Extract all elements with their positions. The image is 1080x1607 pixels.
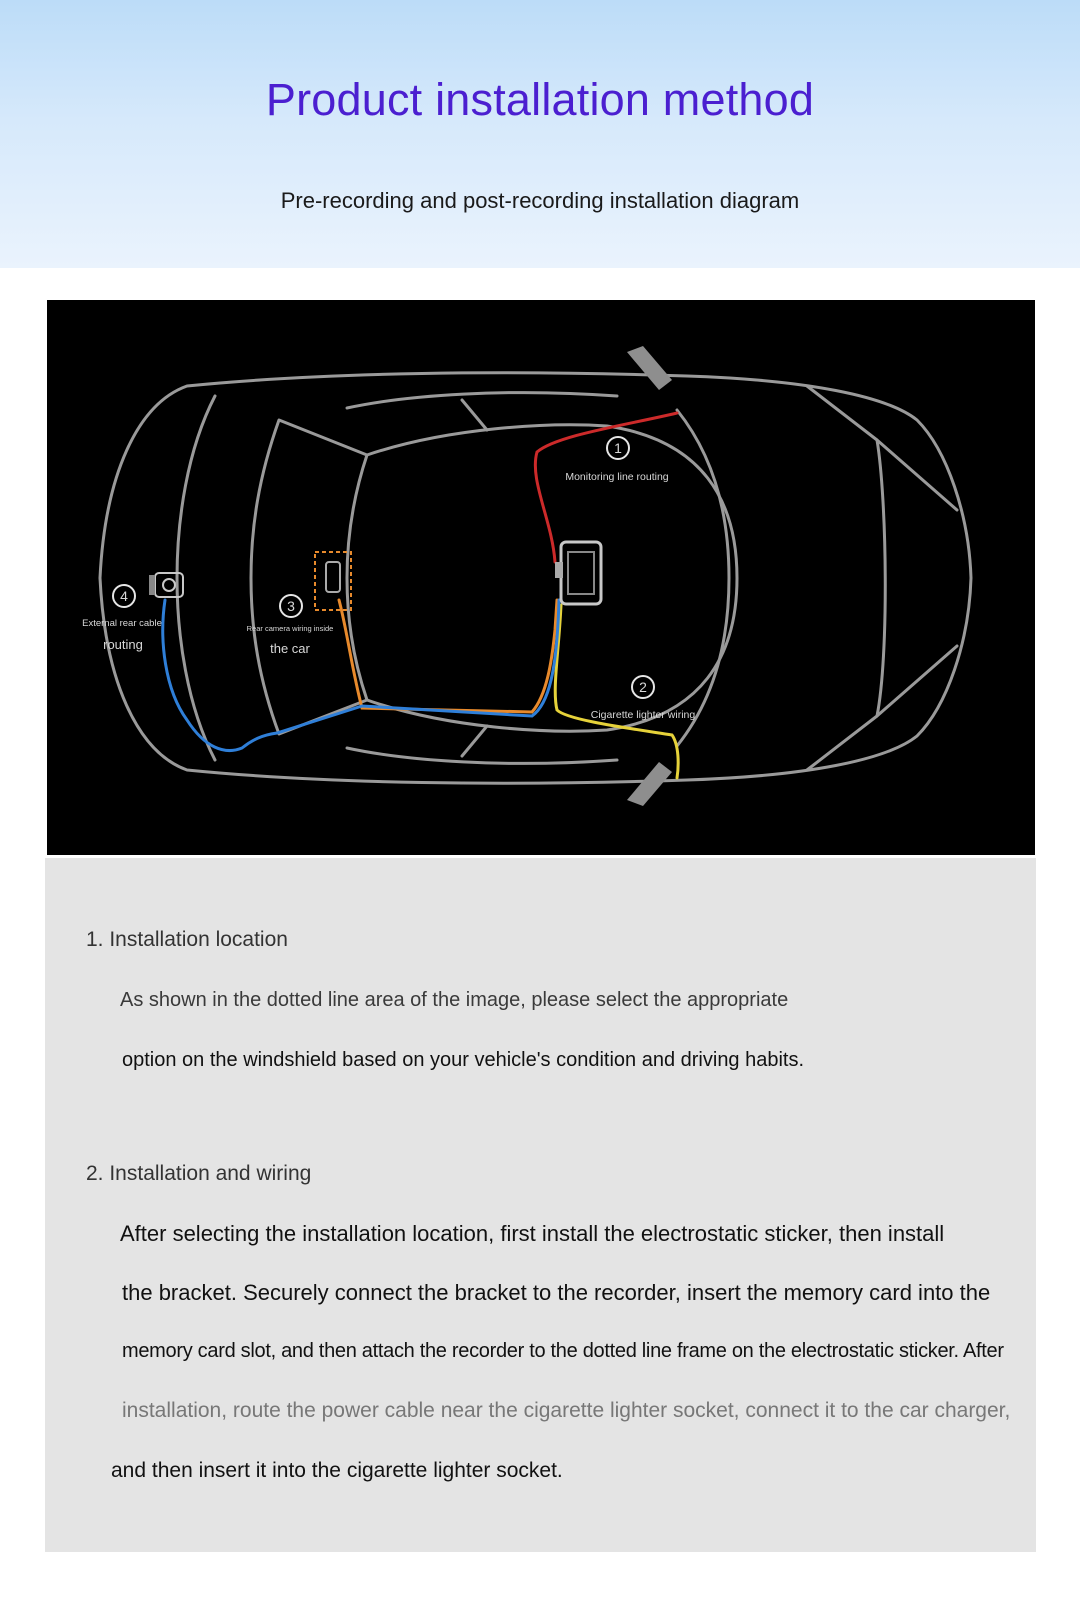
- page-title: Product installation method: [265, 74, 815, 125]
- instructions-panel: [45, 858, 1036, 1552]
- section-1-heading: 1. Installation location: [86, 928, 288, 951]
- section-1-line-2: option on the windshield based on your vehicle's condition and driving habits.: [122, 1049, 805, 1071]
- dashcam-recorder: [555, 542, 601, 604]
- marker-2: [591, 676, 696, 721]
- marker-4-number: 4: [120, 588, 128, 604]
- monitoring-cable: [535, 413, 677, 562]
- marker-4-label-line2: routing: [103, 637, 143, 652]
- marker-4-label-line1: External rear cable: [82, 618, 162, 629]
- marker-3-label-line1: Rear camera wiring inside: [246, 624, 334, 633]
- rear-camera-cable: [339, 600, 557, 712]
- car-top-view: [47, 300, 1035, 855]
- marker-1-number: 1: [614, 440, 622, 456]
- marker-4: [82, 585, 162, 652]
- marker-3: [247, 595, 334, 656]
- section-2-line-5: and then insert it into the cigarette lighter socket.: [111, 1459, 563, 1482]
- marker-1-label: Monitoring line routing: [565, 471, 669, 483]
- section-2-heading: 2. Installation and wiring: [86, 1162, 312, 1185]
- section-2-line-3: memory card slot, and then attach the recorder to the dotted line frame on the electrostatic sticker. After: [122, 1340, 1004, 1362]
- left-mirror: [627, 346, 672, 390]
- section-2-line-1: After selecting the installation location, first install the electrostatic sticker, then install: [120, 1221, 945, 1246]
- marker-2-label: Cigarette lighter wiring: [590, 709, 696, 721]
- header-banner: [0, 0, 1080, 268]
- section-1-line-1: As shown in the dotted line area of the image, please select the appropriate: [120, 989, 789, 1011]
- page-subtitle: Pre-recording and post-recording installation diagram: [280, 188, 800, 213]
- right-mirror: [627, 762, 672, 806]
- cigarette-lighter-cable: [555, 605, 678, 778]
- section-2-line-2: the bracket. Securely connect the bracket to the recorder, insert the memory card into the: [122, 1280, 991, 1305]
- marker-3-number: 3: [287, 598, 295, 614]
- marker-2-number: 2: [639, 679, 647, 695]
- marker-1: [565, 437, 668, 483]
- section-2-line-4: installation, route the power cable near the cigarette lighter socket, connect it to the car charger,: [122, 1399, 1011, 1422]
- car-body-outline: [100, 373, 971, 783]
- marker-3-label-line2: the car: [270, 641, 310, 656]
- installation-diagram: [47, 300, 1035, 855]
